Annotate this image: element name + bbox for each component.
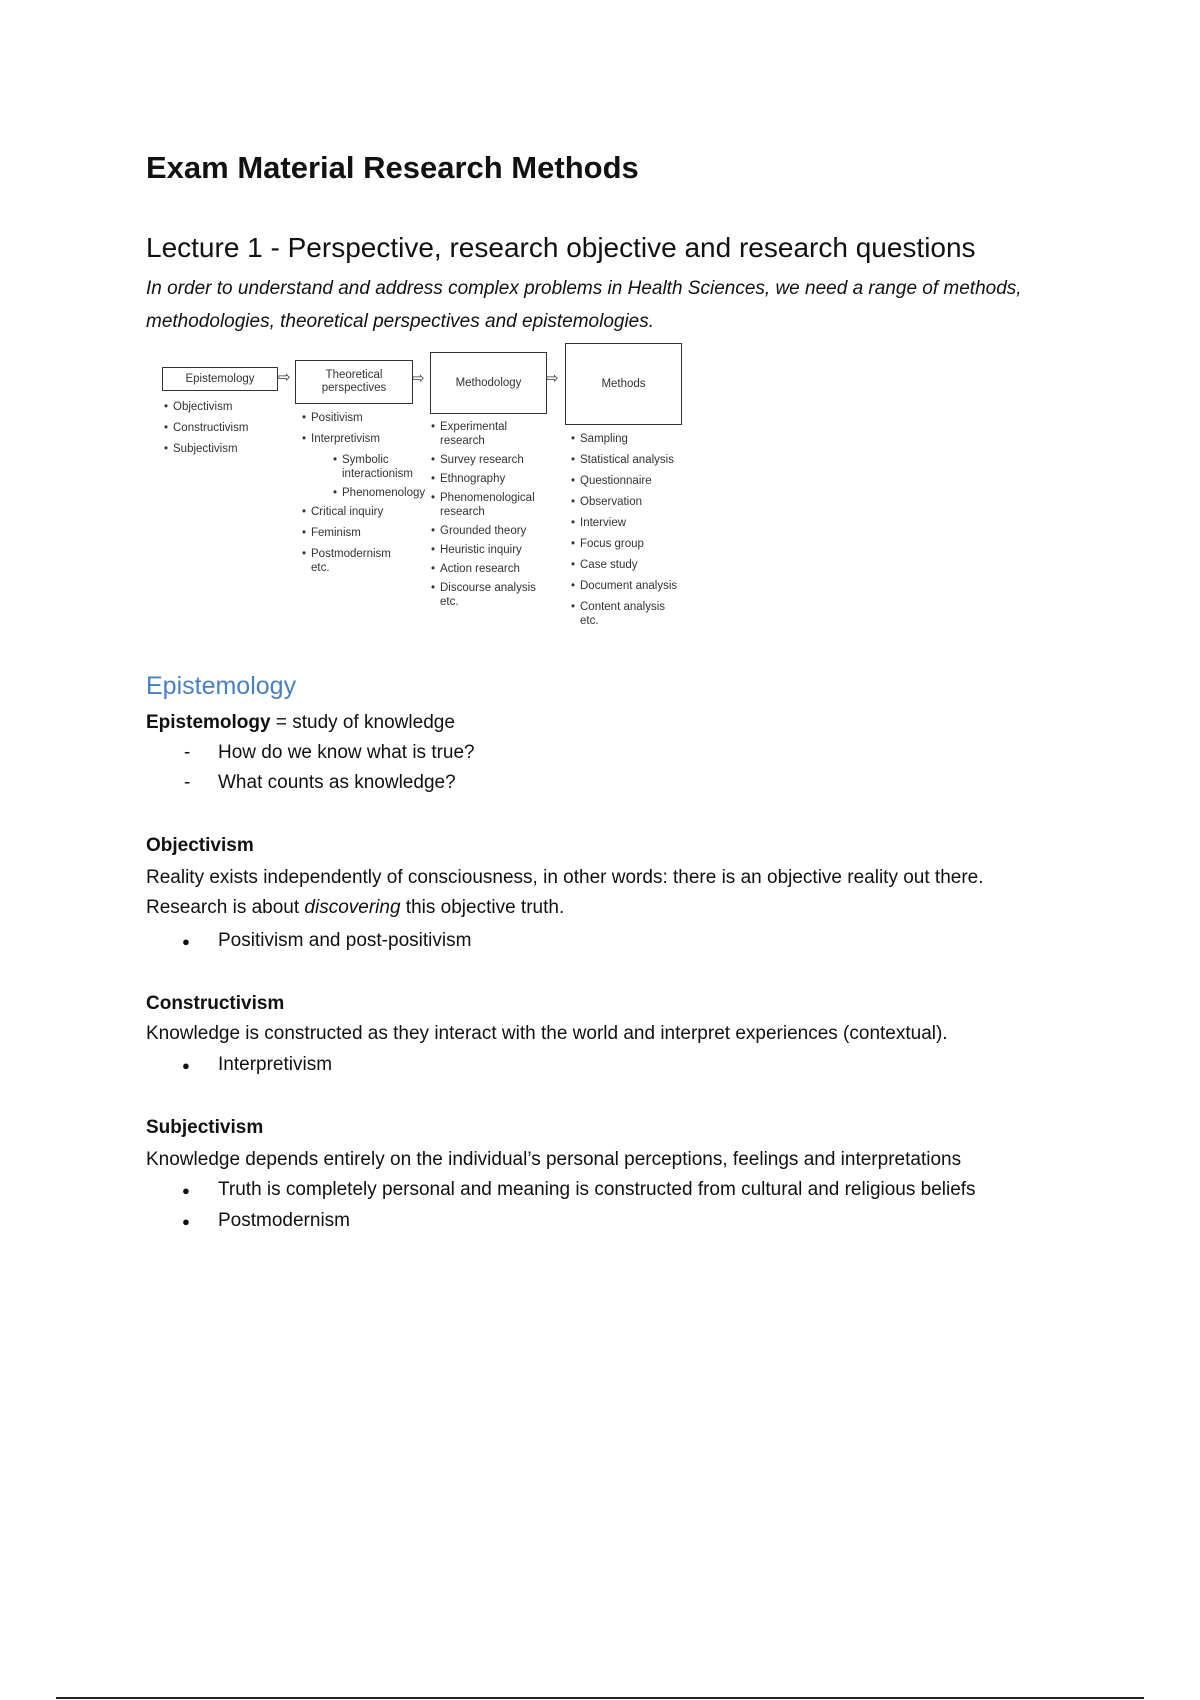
list-item: • Critical inquiry [302,505,430,519]
objectivism-heading: Objectivism [146,835,254,856]
epistemology-definition [146,712,455,734]
list-item: - How do we know what is true? [218,742,475,764]
list-item: • Observation [571,495,696,509]
methods-list [571,432,696,635]
list-item: • Questionnaire [571,474,696,488]
methodology-list [431,420,553,614]
list-item: • Document analysis [571,579,696,593]
list-item: ● Postmodernism [218,1210,350,1232]
list-item: • Symbolic interactionism [302,453,430,481]
list-item: • Discourse analysis etc. [431,581,552,609]
objectivism-text-2 [146,897,564,919]
constructivism-heading: Constructivism [146,993,285,1014]
list-item: - What counts as knowledge? [218,772,456,794]
list-item: • Survey research [431,453,553,467]
list-item: • Phenomenological research [431,491,550,519]
list-item: • Case study [571,558,696,572]
epistemology-list [164,400,284,463]
definition-term: Epistemology [146,712,271,733]
lecture-heading: Lecture 1 - Perspective, research objective and research questions [146,232,976,263]
list-item: • Interview [571,516,696,530]
arrow-icon: ⇨ [278,369,291,386]
list-item: ● Positivism and post-positivism [218,930,471,952]
emphasis-text: discovering [304,897,401,918]
list-item: • Focus group [571,537,696,551]
list-item: • Phenomenology [302,486,430,500]
list-item: • Feminism [302,526,430,540]
lecture-intro: In order to understand and address complex problems in Health Sciences, we need a range of methods, methodologies, theoretical perspectives and epistemologies. [146,278,1022,332]
list-item: • Grounded theory [431,524,553,538]
list-item: • Positivism [302,411,430,425]
list-item: ● Truth is completely personal and meaning is constructed from cultural and religious beliefs [218,1179,976,1201]
constructivism-text: Knowledge is constructed as they interact with the world and interpret experiences (contextual). [146,1023,948,1044]
list-item: • Constructivism [164,421,284,435]
objectivism-text: Reality exists independently of consciousness, in other words: there is an objective reality out there. [146,867,984,888]
text-span: this objective truth. [400,897,565,918]
list-item: • Content analysis etc. [571,600,680,628]
list-item: • Postmodernism etc. [302,547,391,575]
document-title: Exam Material Research Methods [146,150,639,185]
list-item: • Action research [431,562,553,576]
list-item: • Objectivism [164,400,284,414]
list-item: • Interpretivism [302,432,430,446]
list-item: • Sampling [571,432,696,446]
research-framework-diagram [160,340,700,630]
arrow-icon: ⇨ [546,370,559,387]
subjectivism-heading: Subjectivism [146,1117,264,1138]
arrow-icon: ⇨ [412,370,425,387]
subjectivism-text: Knowledge depends entirely on the individual’s personal perceptions, feelings and interpretations [146,1149,962,1170]
definition-text: = study of knowledge [270,712,455,733]
list-item: ● Interpretivism [218,1054,332,1076]
methods-box: Methods [565,343,682,425]
list-item: • Statistical analysis [571,453,696,467]
text-span: Research is about [146,897,305,918]
list-item: • Heuristic inquiry [431,543,553,557]
list-item: • Subjectivism [164,442,284,456]
epistemology-heading: Epistemology [146,672,297,700]
theoretical-list [302,411,430,582]
list-item: • Ethnography [431,472,553,486]
page-divider [56,1697,1144,1699]
theoretical-perspectives-box: Theoretical perspectives [295,360,413,404]
epistemology-box: Epistemology [162,367,278,391]
methodology-box: Methodology [430,352,547,414]
list-item: • Experimental research [431,420,522,448]
